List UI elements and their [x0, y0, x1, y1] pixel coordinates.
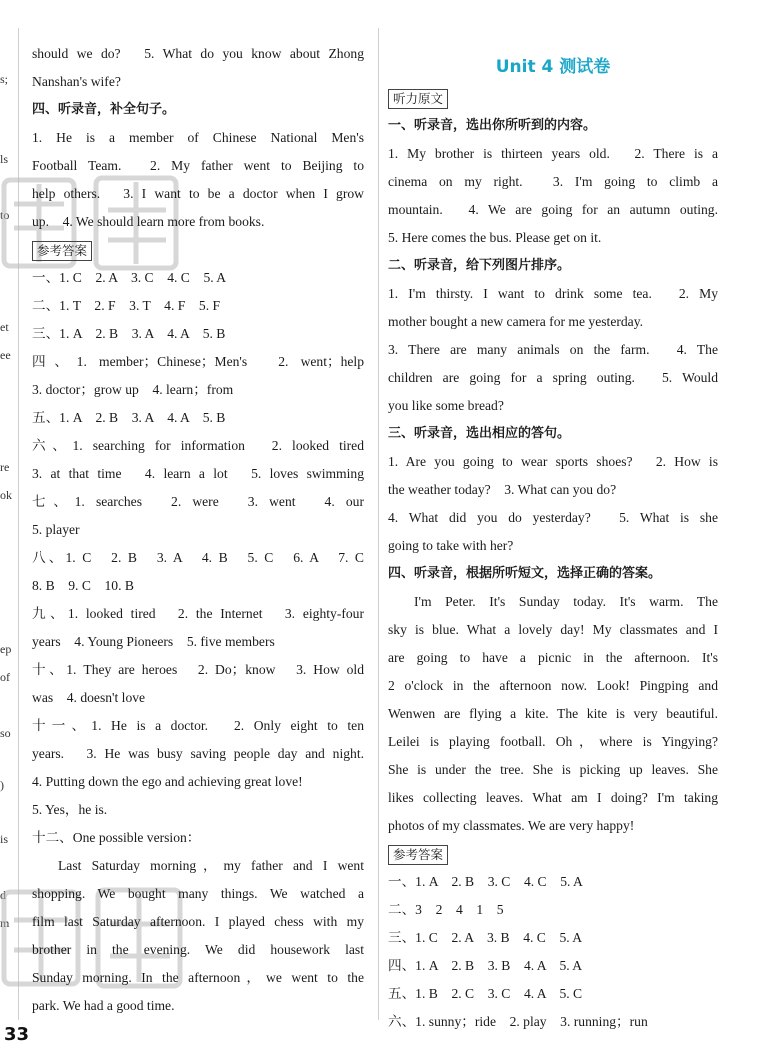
answer-line: 六、1. searching for information 2. looked tired — [32, 438, 364, 453]
answer-line: 3. doctor；grow up 4. learn；from — [32, 382, 234, 397]
answer-line: 5. Yes，he is. — [32, 802, 108, 817]
gutter-fragment: so — [0, 726, 11, 740]
answer-line: 十、1. They are heroes 2. Do；know 3. How old — [32, 662, 364, 677]
essay-line: park. We had a good time. — [32, 998, 175, 1013]
answer-line: 1. He is a member of Chinese National Men's — [32, 130, 364, 145]
answer-line: up. 4. We should learn more from books. — [32, 214, 265, 229]
passage-line: likes collecting leaves. What am I doing? I'm taking — [388, 790, 718, 805]
answer-line: 五、1. A 2. B 3. A 4. A 5. B — [32, 410, 226, 425]
answer-line: 十二、One possible version： — [32, 830, 201, 845]
answer-line: 一、1. C 2. A 3. C 4. C 5. A — [32, 270, 227, 285]
unit-title: Unit 4 测试卷 — [495, 57, 611, 77]
answer-line: 三、1. C 2. A 3. B 4. C 5. A — [388, 930, 583, 945]
transcript-line: 1. My brother is thirteen years old. 2. There is a — [388, 146, 718, 161]
transcript-line: mother bought a new camera for me yesterday. — [388, 314, 644, 329]
answer-line: Nanshan's wife? — [32, 74, 121, 89]
gutter-fragment: to — [0, 208, 10, 222]
transcript-line: 4. What did you do yesterday? 5. What is she — [388, 510, 718, 525]
answer-line: help others. 3. I want to be a doctor when I grow — [32, 186, 364, 201]
answer-line: 8. B 9. C 10. B — [32, 578, 134, 593]
gutter-fragment: ) — [0, 778, 4, 792]
left-gutter-fragments — [0, 0, 16, 1020]
section-heading: 一、听录音，选出你所听到的内容。 — [388, 118, 597, 133]
essay-line: shopping. We bought many things. We watched a — [32, 886, 364, 901]
section-heading: 四、听录音，补全句子。 — [32, 102, 176, 117]
gutter-fragment: d — [0, 888, 6, 902]
transcript-line: 1. I'm thirsty. I want to drink some tea. 2. My — [388, 286, 718, 301]
gutter-fragment: m — [0, 916, 10, 930]
passage-line: She is under the tree. She is picking up leaves. She — [388, 762, 718, 777]
column-divider — [378, 28, 379, 1020]
gutter-fragment: et — [0, 320, 9, 334]
passage-line: 2 o'clock in the afternoon now. Look! Pingping and — [388, 678, 718, 693]
gutter-fragment: re — [0, 460, 10, 474]
passage-line: sky is blue. What a lovely day! My classmates and I — [388, 622, 718, 637]
section-heading: 三、听录音，选出相应的答句。 — [388, 426, 571, 441]
answer-line: years. 3. He was busy saving people day and night. — [32, 746, 364, 761]
answer-line: 五、1. B 2. C 3. C 4. A 5. C — [388, 986, 583, 1001]
gutter-fragment: of — [0, 670, 10, 684]
essay-line: brother in the evening. We did housework last — [32, 942, 364, 957]
essay-line: Sunday morning. In the afternoon，we went to the — [32, 970, 364, 985]
passage-line: I'm Peter. It's Sunday today. It's warm. The — [414, 594, 718, 609]
transcript-line: cinema on my right. 3. I'm going to climb a — [388, 174, 718, 189]
answer-key-label: 参考答案 — [388, 845, 448, 865]
transcript-line: going to take with her? — [388, 538, 514, 553]
answer-line: 四、1. member；Chinese；Men's 2. went；help — [32, 354, 364, 369]
answer-line: was 4. doesn't love — [32, 690, 146, 705]
transcript-line: children are going for a spring outing. 5. Would — [388, 370, 718, 385]
answer-line: 八、1. C 2. B 3. A 4. B 5. C 6. A 7. C — [32, 550, 364, 565]
gutter-fragment: s; — [0, 72, 9, 86]
answer-line: 二、3 2 4 1 5 — [388, 902, 504, 917]
answer-line: 四、1. A 2. B 3. B 4. A 5. A — [388, 958, 583, 973]
essay-line: film last Saturday afternoon. I played chess with my — [32, 914, 364, 929]
answer-line: 三、1. A 2. B 3. A 4. A 5. B — [32, 326, 226, 341]
passage-line: are going to have a picnic in the afternoon. It's — [388, 650, 718, 665]
page-number: 33 — [4, 1024, 30, 1045]
answer-line: years 4. Young Pioneers 5. five members — [32, 634, 275, 649]
left-column — [32, 40, 364, 1020]
answer-key-label: 参考答案 — [32, 241, 92, 261]
passage-line: Wenwen are flying a kite. The kite is very beautiful. — [388, 706, 718, 721]
gutter-fragment: ok — [0, 488, 12, 502]
transcript-line: 1. Are you going to wear sports shoes? 2. How is — [388, 454, 718, 469]
answer-line: 七、1. searches 2. were 3. went 4. our — [32, 494, 364, 509]
answer-line: 3. at that time 4. learn a lot 5. loves swimming — [32, 466, 364, 481]
answer-line: 4. Putting down the ego and achieving great love! — [32, 774, 303, 789]
gutter-fragment: is — [0, 832, 9, 846]
essay-line: Last Saturday morning，my father and I went — [58, 858, 364, 873]
section-heading: 四、听录音，根据所听短文，选择正确的答案。 — [388, 566, 662, 581]
transcript-label: 听力原文 — [388, 89, 448, 109]
section-heading: 二、听录音，给下列图片排序。 — [388, 258, 571, 273]
answer-line: 5. player — [32, 522, 80, 537]
answer-line: 十一、1. He is a doctor. 2. Only eight to ten — [32, 718, 364, 733]
answer-line: 九、1. looked tired 2. the Internet 3. eighty-four — [32, 606, 364, 621]
page-edge-divider — [18, 28, 19, 1020]
answer-line: Football Team. 2. My father went to Beijing to — [32, 158, 364, 173]
transcript-line: mountain. 4. We are going for an autumn outing. — [388, 202, 718, 217]
transcript-line: the weather today? 3. What can you do? — [388, 482, 617, 497]
answer-line: 六、1. sunny；ride 2. play 3. running；run — [388, 1014, 648, 1029]
transcript-line: 3. There are many animals on the farm. 4. The — [388, 342, 718, 357]
passage-line: photos of my classmates. We are very happy! — [388, 818, 635, 833]
gutter-fragment: ep — [0, 642, 12, 656]
passage-line: Leilei is playing football. Oh，where is Yingying? — [388, 734, 718, 749]
right-column — [388, 52, 718, 1036]
answer-line: 一、1. A 2. B 3. C 4. C 5. A — [388, 874, 583, 889]
gutter-fragment: ee — [0, 348, 11, 362]
answer-line: 二、1. T 2. F 3. T 4. F 5. F — [32, 298, 221, 313]
transcript-line: you like some bread? — [388, 398, 504, 413]
transcript-line: 5. Here comes the bus. Please get on it. — [388, 230, 602, 245]
gutter-fragment: ls — [0, 152, 9, 166]
answer-line: should we do? 5. What do you know about Zhong — [32, 46, 364, 61]
